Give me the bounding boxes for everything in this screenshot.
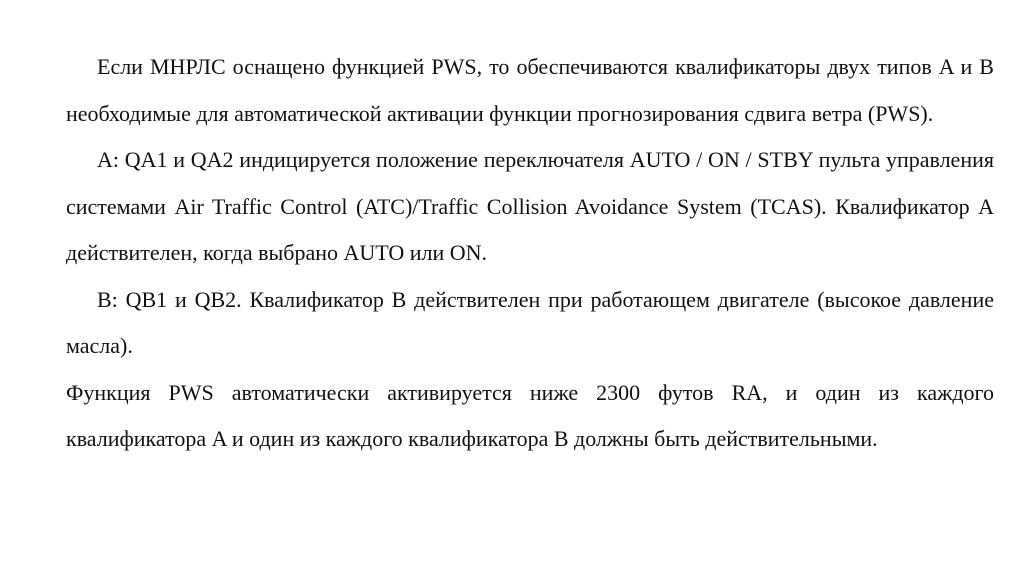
paragraph-qualifier-b: B: QB1 и QB2. Квалификатор B действителен при работающем двигателе (высокое давление масла). bbox=[66, 286, 994, 358]
paragraph-pws-activation: Функция PWS автоматически активируется ниже 2300 футов RA, и один из каждого квалификатора A и один из каждого квалификатора B должны быть действительными. bbox=[66, 379, 994, 451]
paragraph-pws-qualifiers-intro: Если МНРЛС оснащено функцией PWS, то обеспечиваются квалификаторы двух типов A и B необходимые для автоматической активации функции прогнозирования сдвига ветра (PWS). bbox=[66, 54, 994, 126]
paragraph-qualifier-a: A: QA1 и QA2 индицируется положение переключателя AUTO / ON / STBY пульта управления системами Air Traffic Control (ATC)/Traffic Collision Avoidance System (TCAS). Квалификатор A действителен, когда выбрано AUTO или ON. bbox=[66, 147, 994, 265]
document-body bbox=[66, 44, 994, 463]
